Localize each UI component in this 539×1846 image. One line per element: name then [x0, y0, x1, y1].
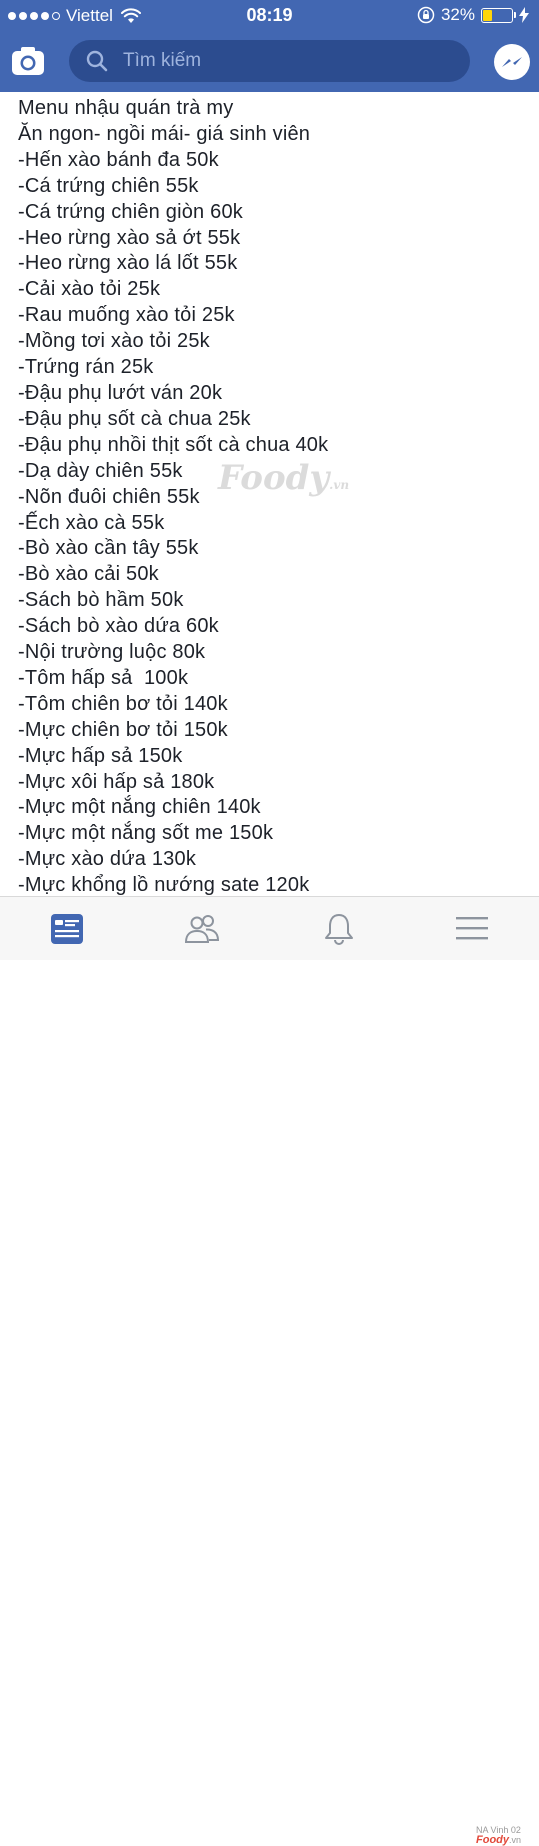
- battery-percent: 32%: [440, 5, 475, 24]
- clock: 08:19: [246, 5, 293, 25]
- menu-line: -Hến xào bánh đa 50k: [18, 148, 219, 171]
- camera-button[interactable]: [10, 43, 46, 79]
- corner-watermark: NA Vinh 02 Foody.vn: [476, 1825, 522, 1846]
- menu-line: -Dạ dày chiên 55k: [18, 459, 183, 482]
- tab-friends[interactable]: [184, 911, 220, 947]
- menu-line: -Mực xào dứa 130k: [18, 848, 197, 871]
- menu-line: -Sách bò hầm 50k: [18, 589, 184, 612]
- charging-bolt-icon: [519, 7, 529, 23]
- menu-line: Menu nhậu quán trà my: [18, 97, 234, 119]
- tab-news-feed[interactable]: [49, 911, 85, 947]
- messenger-button[interactable]: [494, 44, 530, 80]
- menu-line: -Đậu phụ nhồi thịt sốt cà chua 40k: [18, 433, 329, 456]
- rotation-lock-icon: [417, 6, 435, 24]
- menu-line: -Mực xôi hấp sả 180k: [18, 770, 215, 793]
- tab-notifications[interactable]: [321, 911, 357, 947]
- menu-line: -Heo rừng xào lá lốt 55k: [18, 252, 238, 275]
- menu-line: -Cải xào tỏi 25k: [18, 278, 161, 301]
- carrier-name: Viettel: [66, 6, 113, 25]
- menu-line: -Mồng tơi xào tỏi 25k: [18, 330, 210, 353]
- camera-icon: [10, 43, 46, 79]
- menu-line: -Cá trứng chiên giòn 60k: [18, 200, 243, 223]
- search-placeholder: Tìm kiếm: [123, 50, 202, 71]
- menu-line: -Mực một nắng sốt me 150k: [18, 822, 274, 845]
- menu-line: -Mực chiên bơ tỏi 150k: [18, 718, 228, 741]
- menu-line: -Tôm chiên bơ tỏi 140k: [18, 692, 228, 715]
- news-feed-icon: [49, 911, 85, 947]
- menu-line: -Bò xào cần tây 55k: [18, 537, 199, 560]
- search-input[interactable]: [69, 40, 470, 82]
- menu-line: -Trứng rán 25k: [18, 356, 154, 379]
- menu-line: -Cá trứng chiên 55k: [18, 174, 199, 197]
- menu-line: -Mực khổng lồ nướng sate 120k: [18, 874, 310, 897]
- battery-icon: [481, 7, 529, 23]
- notifications-bell-icon: [321, 911, 357, 947]
- menu-line: -Ếch xào cà 55k: [18, 511, 165, 534]
- menu-line: -Heo rừng xào sả ớt 55k: [18, 226, 241, 249]
- menu-line: -Đậu phụ sốt cà chua 25k: [18, 407, 251, 430]
- menu-line: -Tôm hấp sả 100k: [18, 666, 189, 689]
- bottom-tab-bar: [0, 896, 539, 1846]
- menu-line: -Bò xào cải 50k: [18, 563, 159, 586]
- battery-level: [483, 10, 492, 21]
- menu-line: -Mực hấp sả 150k: [18, 744, 183, 767]
- tab-menu[interactable]: [454, 911, 490, 947]
- friends-icon: [184, 911, 220, 947]
- status-bar: [0, 0, 539, 32]
- messenger-icon: [494, 44, 530, 80]
- menu-line: -Mực một nắng chiên 140k: [18, 796, 261, 819]
- top-navigation-bar: [0, 0, 539, 92]
- menu-line: -Sách bò xào dứa 60k: [18, 615, 219, 638]
- search-icon: [86, 50, 108, 72]
- menu-line: -Rau muống xào tỏi 25k: [18, 304, 235, 327]
- menu-icon: [454, 911, 490, 947]
- foody-watermark: Foody.vn: [218, 458, 350, 498]
- menu-line: -Nội trường luộc 80k: [18, 641, 206, 664]
- menu-line: -Đậu phụ lướt ván 20k: [18, 381, 223, 404]
- menu-line: Ăn ngon- ngồi mái- giá sinh viên: [18, 122, 311, 145]
- status-right: [417, 5, 529, 25]
- menu-line: -Nõn đuôi chiên 55k: [18, 485, 200, 508]
